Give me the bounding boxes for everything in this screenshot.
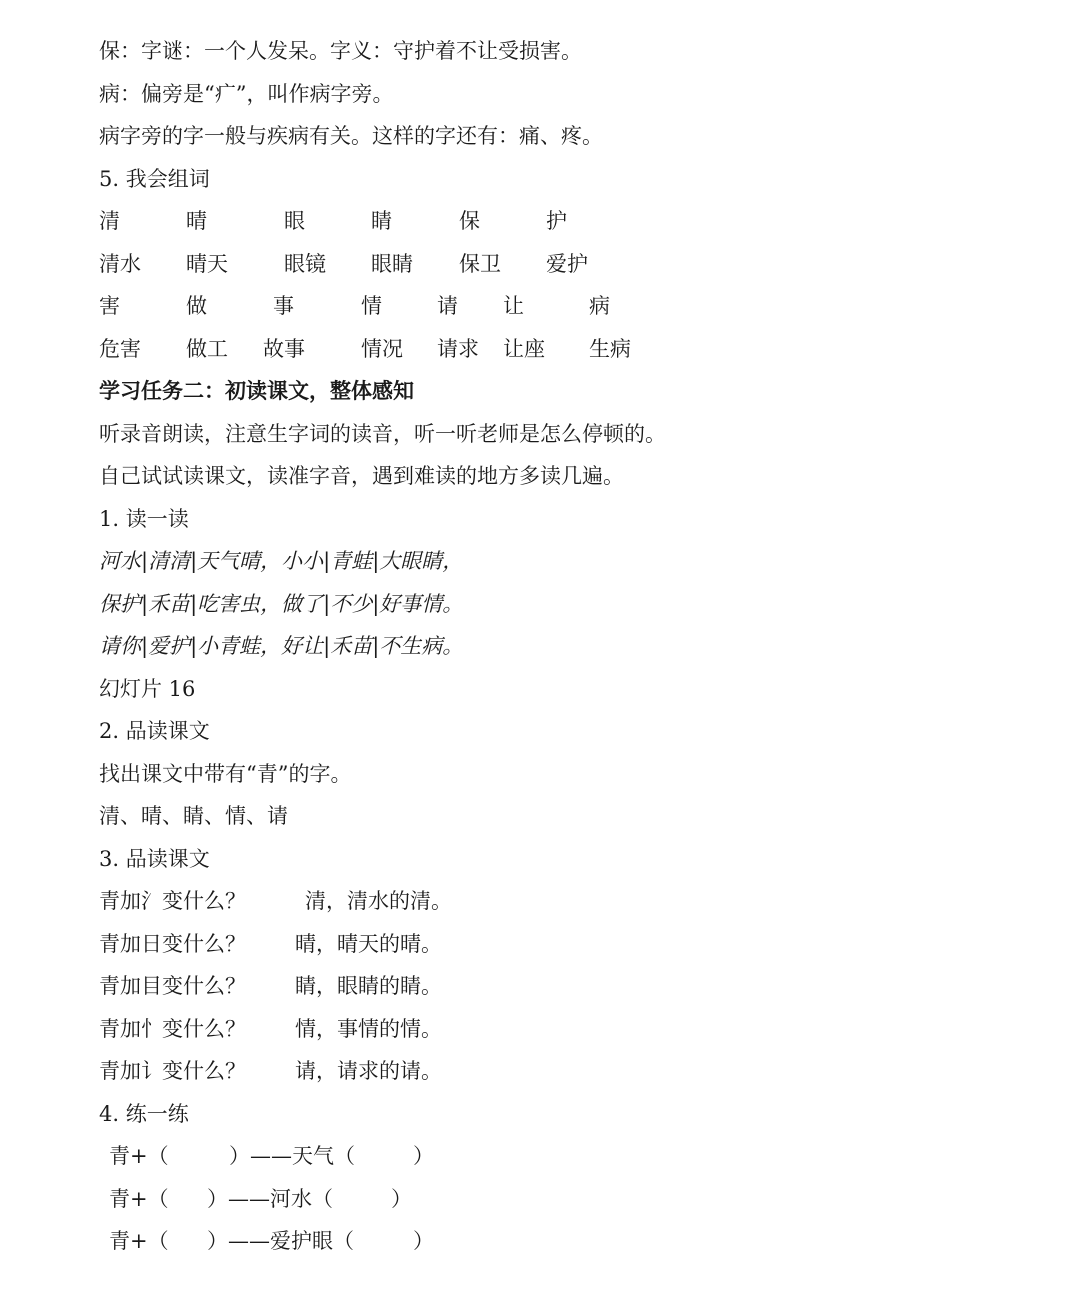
word-row-3 bbox=[99, 285, 1059, 328]
radical-row bbox=[99, 1008, 1059, 1051]
word-char: 情 bbox=[361, 294, 382, 318]
radical-question: 青加讠变什么？ bbox=[99, 1059, 246, 1083]
study-3-heading: 3. 品读课文 bbox=[99, 846, 210, 871]
word-char: 请 bbox=[437, 294, 458, 318]
radical-answer: 晴，晴天的晴。 bbox=[295, 931, 442, 956]
practice-row bbox=[99, 1178, 1059, 1221]
radical-question: 青加目变什么？ bbox=[99, 974, 246, 998]
word-phrase: 做工 bbox=[186, 336, 228, 361]
word-phrase: 请求 bbox=[437, 336, 479, 361]
word-phrase: 清水 bbox=[99, 251, 141, 276]
word-phrase: 让座 bbox=[503, 336, 545, 361]
word-phrase: 晴天 bbox=[186, 251, 228, 276]
practice-prefix: 青+（ bbox=[109, 1186, 169, 1211]
task-2-paragraph-2: 自己试试读课文，读准字音，遇到难读的地方多读几遍。 bbox=[99, 464, 624, 488]
practice-middle: ）——河水（ bbox=[207, 1186, 333, 1211]
radical-answer: 请，请求的请。 bbox=[295, 1059, 442, 1083]
poem-line: 请你|爱护|小青蛙，好让|禾苗|不生病。 bbox=[99, 634, 464, 658]
practice-suffix: ） bbox=[391, 1186, 412, 1211]
word-char: 事 bbox=[273, 294, 294, 318]
radical-question: 青加氵变什么？ bbox=[99, 889, 246, 913]
practice-row bbox=[99, 1220, 1059, 1263]
word-char: 清 bbox=[99, 209, 120, 233]
bing-explanation: 病：偏旁是“疒”，叫作病字旁。 bbox=[99, 81, 394, 106]
task-2-paragraph-1: 听录音朗读，注意生字词的读音，听一听老师是怎么停顿的。 bbox=[99, 421, 666, 446]
poem-line: 河水|清清|天气晴，小小|青蛙|大眼睛， bbox=[99, 549, 464, 573]
word-phrase: 爱护 bbox=[546, 251, 588, 276]
practice-prefix: 青+（ bbox=[109, 1144, 169, 1168]
word-phrase: 生病 bbox=[589, 336, 631, 361]
radical-question: 青加忄变什么？ bbox=[99, 1016, 246, 1041]
practice-middle: ）——天气（ bbox=[229, 1144, 355, 1168]
word-char: 晴 bbox=[186, 209, 207, 233]
word-char: 害 bbox=[99, 294, 120, 318]
word-row-4 bbox=[99, 328, 1059, 371]
slide-label: 幻灯片 16 bbox=[99, 676, 196, 701]
word-row-2 bbox=[99, 243, 1059, 286]
word-phrase: 情况 bbox=[361, 336, 403, 361]
radical-answer: 睛，眼睛的睛。 bbox=[295, 974, 442, 998]
radical-row bbox=[99, 923, 1059, 966]
practice-prefix: 青+（ bbox=[109, 1229, 169, 1253]
document-page bbox=[99, 30, 1059, 1263]
word-char: 睛 bbox=[371, 209, 392, 233]
word-char: 让 bbox=[503, 294, 524, 318]
bing-radical-note: 病字旁的字一般与疾病有关。这样的字还有：痛、疼。 bbox=[99, 124, 603, 148]
word-char: 做 bbox=[186, 294, 207, 318]
radical-answer: 情，事情的情。 bbox=[295, 1016, 442, 1041]
word-phrase: 眼镜 bbox=[284, 251, 326, 276]
radical-row bbox=[99, 1050, 1059, 1093]
radical-question: 青加日变什么？ bbox=[99, 931, 246, 956]
word-char: 眼 bbox=[284, 209, 305, 233]
practice-row bbox=[99, 1135, 1059, 1178]
word-phrase: 故事 bbox=[263, 336, 305, 361]
bao-explanation: 保：字谜：一个人发呆。字义：守护着不让受损害。 bbox=[99, 39, 582, 63]
study-2-heading: 2. 品读课文 bbox=[99, 719, 210, 743]
radical-row bbox=[99, 880, 1059, 923]
practice-suffix: ） bbox=[413, 1144, 434, 1168]
poem-line: 保护|禾苗|吃害虫，做了|不少|好事情。 bbox=[99, 591, 464, 616]
word-char: 病 bbox=[589, 294, 610, 318]
section-5-heading: 5. 我会组词 bbox=[99, 166, 210, 191]
word-phrase: 眼睛 bbox=[371, 251, 413, 276]
word-row-1 bbox=[99, 200, 1059, 243]
radical-row bbox=[99, 965, 1059, 1008]
read-heading: 1. 读一读 bbox=[99, 506, 189, 531]
radical-answer: 清，清水的清。 bbox=[305, 889, 452, 913]
study-2-prompt: 找出课文中带有“青”的字。 bbox=[99, 761, 352, 786]
word-char: 护 bbox=[546, 209, 567, 233]
word-char: 保 bbox=[459, 209, 480, 233]
practice-suffix: ） bbox=[413, 1229, 434, 1253]
task-2-heading: 学习任务二：初读课文，整体感知 bbox=[99, 378, 414, 403]
practice-heading: 4. 练一练 bbox=[99, 1101, 189, 1126]
word-phrase: 危害 bbox=[99, 336, 141, 361]
study-2-answer: 清、晴、睛、情、请 bbox=[99, 804, 288, 828]
word-phrase: 保卫 bbox=[459, 251, 501, 276]
practice-middle: ）——爱护眼（ bbox=[207, 1229, 354, 1253]
